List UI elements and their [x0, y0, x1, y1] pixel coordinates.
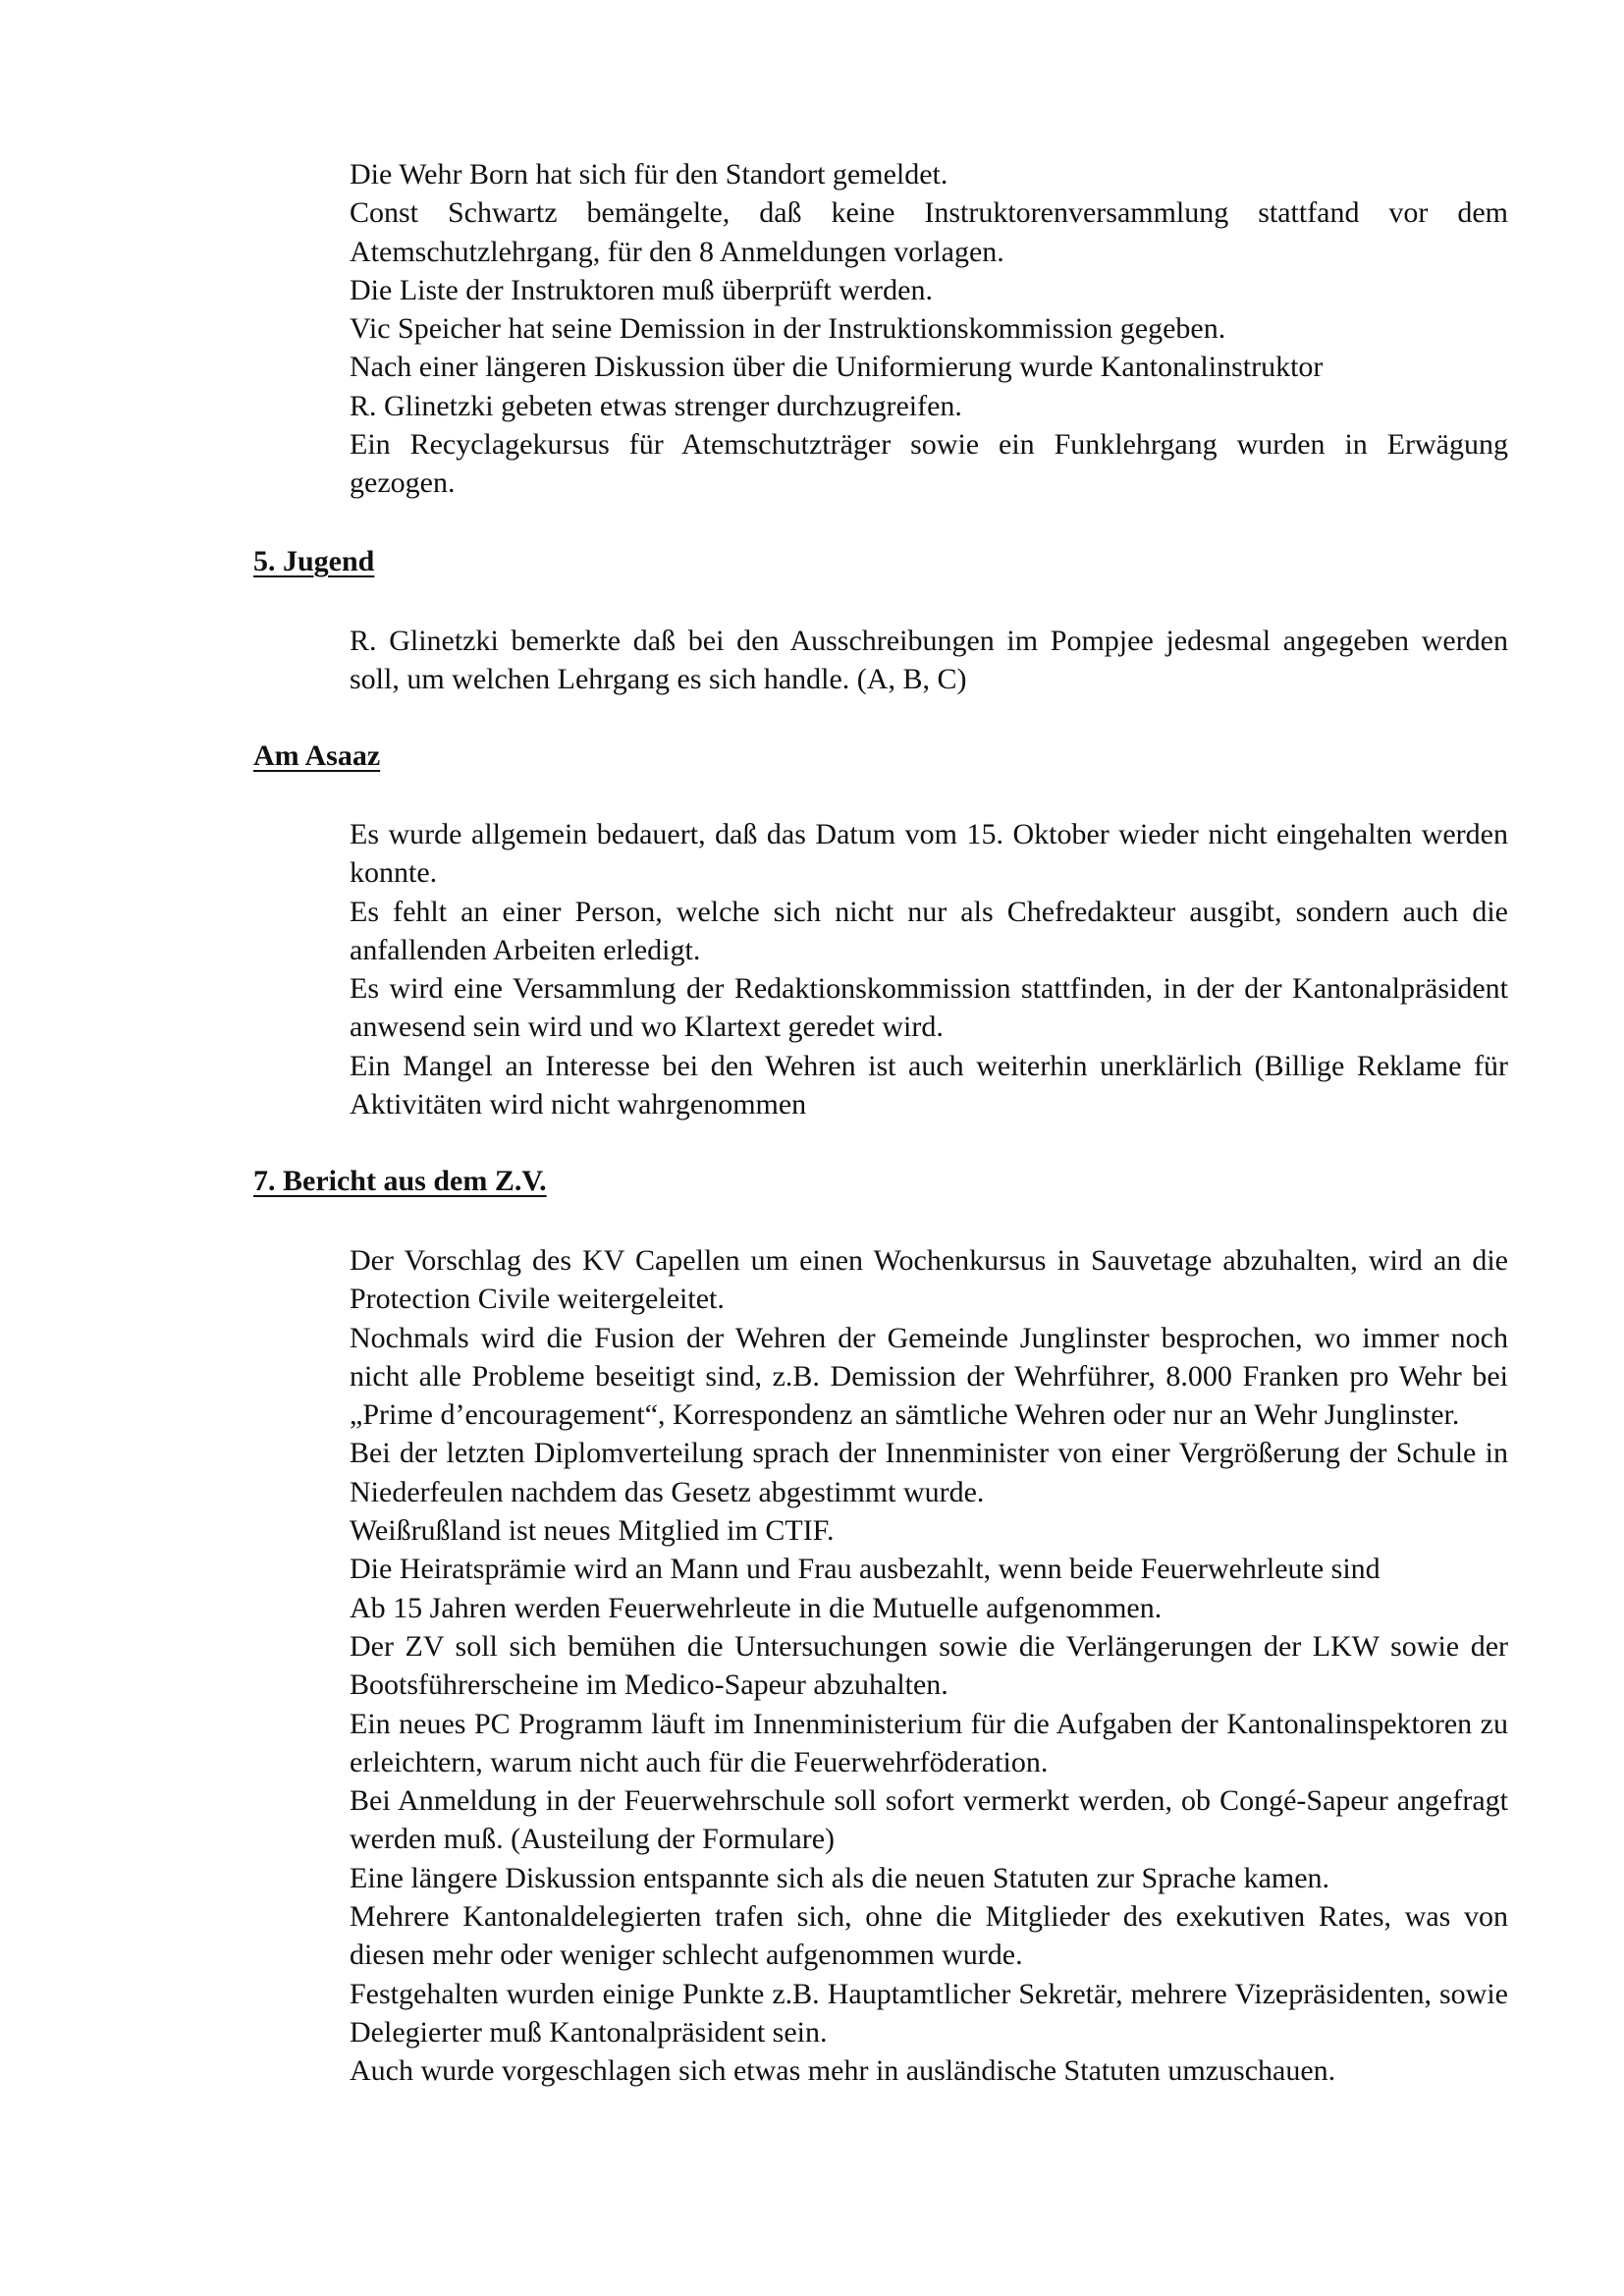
paragraph: Die Liste der Instruktoren muß überprüft werden.: [350, 273, 933, 306]
paragraph: Ein Mangel an Interesse bei den Wehren ist auch weiterhin unerklärlich (Billige Reklame für Aktivitäten wird nicht wahrgenommen: [350, 1049, 1508, 1121]
paragraph: Nach einer längeren Diskussion über die Uniformierung wurde Kantonalinstruktor: [350, 351, 1324, 384]
paragraph: Auch wurde vorgeschlagen sich etwas mehr in ausländische Statuten umzuschauen.: [350, 2054, 1336, 2088]
paragraph: Const Schwartz bemängelte, daß keine Instruktorenversammlung stattfand vor dem Atemschutzlehrgang, für den 8 Anmeldungen vorlagen.: [350, 196, 1508, 268]
paragraph: Bei Anmeldung in der Feuerwehrschule soll sofort vermerkt werden, ob Congé-Sapeur angefragt werden muß. (Austeilung der Formulare): [350, 1784, 1508, 1856]
section-heading-zv: 7. Bericht aus dem Z.V.: [253, 1165, 547, 1197]
paragraph: Bei der letzten Diplomverteilung sprach der Innenminister von einer Vergrößerung der Schule in Niederfeulen nachdem das Gesetz abgestimmt wurde.: [350, 1437, 1508, 1508]
paragraph: Ein Recyclagekursus für Atemschutzträger sowie ein Funklehrgang wurden in Erwägung gezogen.: [350, 428, 1508, 500]
paragraph: Die Heiratsprämie wird an Mann und Frau ausbezahlt, wenn beide Feuerwehrleute sind: [350, 1553, 1380, 1586]
paragraph: Weißrußland ist neues Mitglied im CTIF.: [350, 1514, 835, 1548]
paragraph: R. Glinetzki gebeten etwas strenger durchzugreifen.: [350, 389, 962, 422]
section-asaaz-body: [350, 815, 1508, 1123]
paragraph: Es wurde allgemein bedauert, daß das Datum vom 15. Oktober wieder nicht eingehalten werden konnte.: [350, 818, 1508, 890]
paragraph: Die Wehr Born hat sich für den Standort gemeldet.: [350, 158, 948, 191]
paragraph: R. Glinetzki bemerkte daß bei den Ausschreibungen im Pompjee jedesmal angegeben werden soll, um welchen Lehrgang es sich handle. (A, B, C): [350, 625, 1508, 696]
paragraph: Ein neues PC Programm läuft im Innenministerium für die Aufgaben der Kantonalinspektoren zu erleichtern, warum nicht auch für die Feuerwehrföderation.: [350, 1707, 1508, 1778]
paragraph: Festgehalten wurden einige Punkte z.B. Hauptamtlicher Sekretär, mehrere Vizepräsidenten, sowie Delegierter muß Kantonalpräsident sein.: [350, 1977, 1508, 2049]
section-heading-asaaz: Am Asaaz: [253, 739, 381, 772]
paragraph: Der ZV soll sich bemühen die Untersuchungen sowie die Verlängerungen der LKW sowie der Bootsführerscheine im Medico-Sapeur abzuhalten.: [350, 1629, 1508, 1702]
section-jugend-body: [350, 622, 1508, 699]
paragraph: Der Vorschlag des KV Capellen um einen Wochenkursus in Sauvetage abzuhalten, wird an die Protection Civile weitergeleitet.: [350, 1244, 1508, 1316]
paragraph: Mehrere Kantonaldelegierten trafen sich, ohne die Mitglieder des exekutiven Rates, was von diesen mehr oder weniger schlecht aufgenommen wurde.: [350, 1900, 1508, 1972]
paragraph: Eine längere Diskussion entspannte sich als die neuen Statuten zur Sprache kamen.: [350, 1861, 1330, 1894]
paragraph: Es wird eine Versammlung der Redaktionskommission stattfinden, in der der Kantonalpräsident anwesend sein wird und wo Klartext geredet wird.: [350, 972, 1508, 1044]
paragraph: Ab 15 Jahren werden Feuerwehrleute in die Mutuelle aufgenommen.: [350, 1591, 1163, 1624]
section-instruktion-body: [350, 155, 1508, 503]
paragraph: Nochmals wird die Fusion der Wehren der Gemeinde Junglinster besprochen, wo immer noch nicht alle Probleme beseitigt sind, z.B. Demission der Wehrführer, 8.000 Franken pro Wehr bei „Prime d’encouragement“, Korrespondenz an sämtliche Wehren oder nur an Wehr Junglinster.: [350, 1321, 1508, 1432]
paragraph: Vic Speicher hat seine Demission in der Instruktionskommission gegeben.: [350, 312, 1226, 346]
paragraph: Es fehlt an einer Person, welche sich nicht nur als Chefredakteur ausgibt, sondern auch die anfallenden Arbeiten erledigt.: [350, 895, 1508, 966]
section-zv-body: [350, 1241, 1508, 2091]
section-heading-jugend: 5. Jugend: [253, 545, 375, 577]
